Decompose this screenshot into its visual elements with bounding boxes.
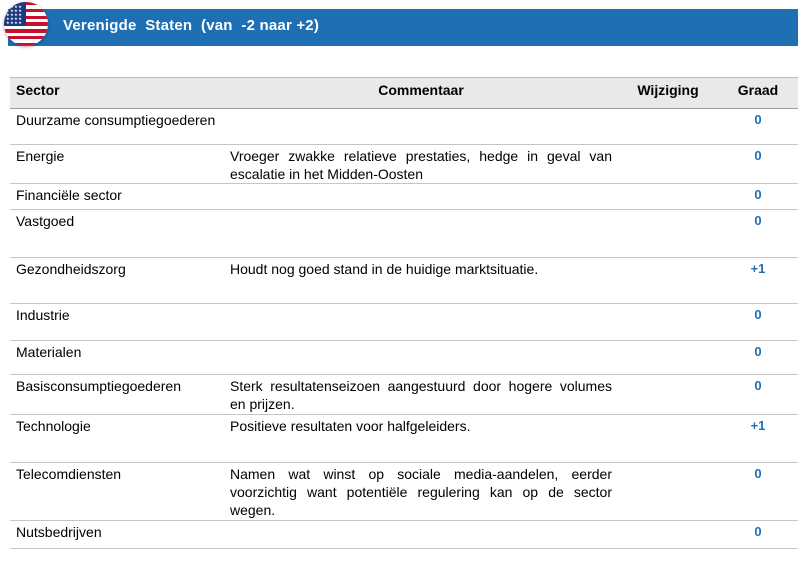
- sector-cell: Basisconsumptiegoederen: [10, 375, 224, 415]
- table-row: [10, 210, 798, 258]
- grade-cell: 0: [718, 463, 798, 521]
- grade-cell: 0: [718, 341, 798, 375]
- table-row: [10, 415, 798, 463]
- sector-cell: Duurzame consumptiegoederen: [10, 109, 224, 145]
- column-header-grade: Graad: [718, 78, 798, 109]
- comment-cell: [224, 304, 618, 341]
- comment-cell: [224, 521, 618, 549]
- sector-cell: Telecomdiensten: [10, 463, 224, 521]
- grade-cell: 0: [718, 304, 798, 341]
- change-cell: [618, 145, 718, 184]
- comment-cell: [224, 109, 618, 145]
- table-row: [10, 145, 798, 184]
- table-row: [10, 341, 798, 375]
- sector-cell: Gezondheidszorg: [10, 258, 224, 304]
- title-bar: [8, 9, 798, 46]
- sector-cell: Technologie: [10, 415, 224, 463]
- column-header-comment: Commentaar: [224, 78, 618, 109]
- sector-cell: Nutsbedrijven: [10, 521, 224, 549]
- change-cell: [618, 258, 718, 304]
- sector-cell: Industrie: [10, 304, 224, 341]
- comment-cell: [224, 341, 618, 375]
- change-cell: [618, 109, 718, 145]
- table-row: [10, 463, 798, 521]
- sector-table: [10, 77, 798, 549]
- grade-cell: 0: [718, 375, 798, 415]
- change-cell: [618, 463, 718, 521]
- sector-cell: Financiële sector: [10, 184, 224, 210]
- column-header-sector: Sector: [10, 78, 224, 109]
- us-flag-icon: ★★★★★★★★★★★★★★★★★★★★: [4, 2, 48, 46]
- grade-cell: 0: [718, 184, 798, 210]
- change-cell: [618, 304, 718, 341]
- comment-cell: Houdt nog goed stand in de huidige marktsituatie.: [224, 258, 618, 304]
- change-cell: [618, 375, 718, 415]
- grade-cell: +1: [718, 415, 798, 463]
- change-cell: [618, 210, 718, 258]
- table-row: [10, 304, 798, 341]
- comment-cell: [224, 210, 618, 258]
- sector-cell: Vastgoed: [10, 210, 224, 258]
- grade-cell: 0: [718, 109, 798, 145]
- grade-cell: 0: [718, 521, 798, 549]
- table-row: [10, 109, 798, 145]
- change-cell: [618, 341, 718, 375]
- comment-cell: Vroeger zwakke relatieve prestaties, hedge in geval van escalatie in het Midden-Oosten: [224, 145, 618, 184]
- change-cell: [618, 521, 718, 549]
- change-cell: [618, 415, 718, 463]
- grade-cell: 0: [718, 210, 798, 258]
- sector-cell: Materialen: [10, 341, 224, 375]
- table-row: [10, 375, 798, 415]
- page-title: Verenigde Staten (van -2 naar +2): [63, 17, 320, 34]
- comment-cell: Positieve resultaten voor halfgeleiders.: [224, 415, 618, 463]
- change-cell: [618, 184, 718, 210]
- table-row: [10, 521, 798, 549]
- comment-cell: Namen wat winst op sociale media-aandelen, eerder voorzichtig want potentiële regulering kan op de sector wegen.: [224, 463, 618, 521]
- comment-cell: [224, 184, 618, 210]
- grade-cell: 0: [718, 145, 798, 184]
- sector-cell: Energie: [10, 145, 224, 184]
- comment-cell: Sterk resultatenseizoen aangestuurd door hogere volumes en prijzen.: [224, 375, 618, 415]
- grade-cell: +1: [718, 258, 798, 304]
- table-row: [10, 258, 798, 304]
- table-header-row: [10, 78, 798, 109]
- table-row: [10, 184, 798, 210]
- column-header-change: Wijziging: [618, 78, 718, 109]
